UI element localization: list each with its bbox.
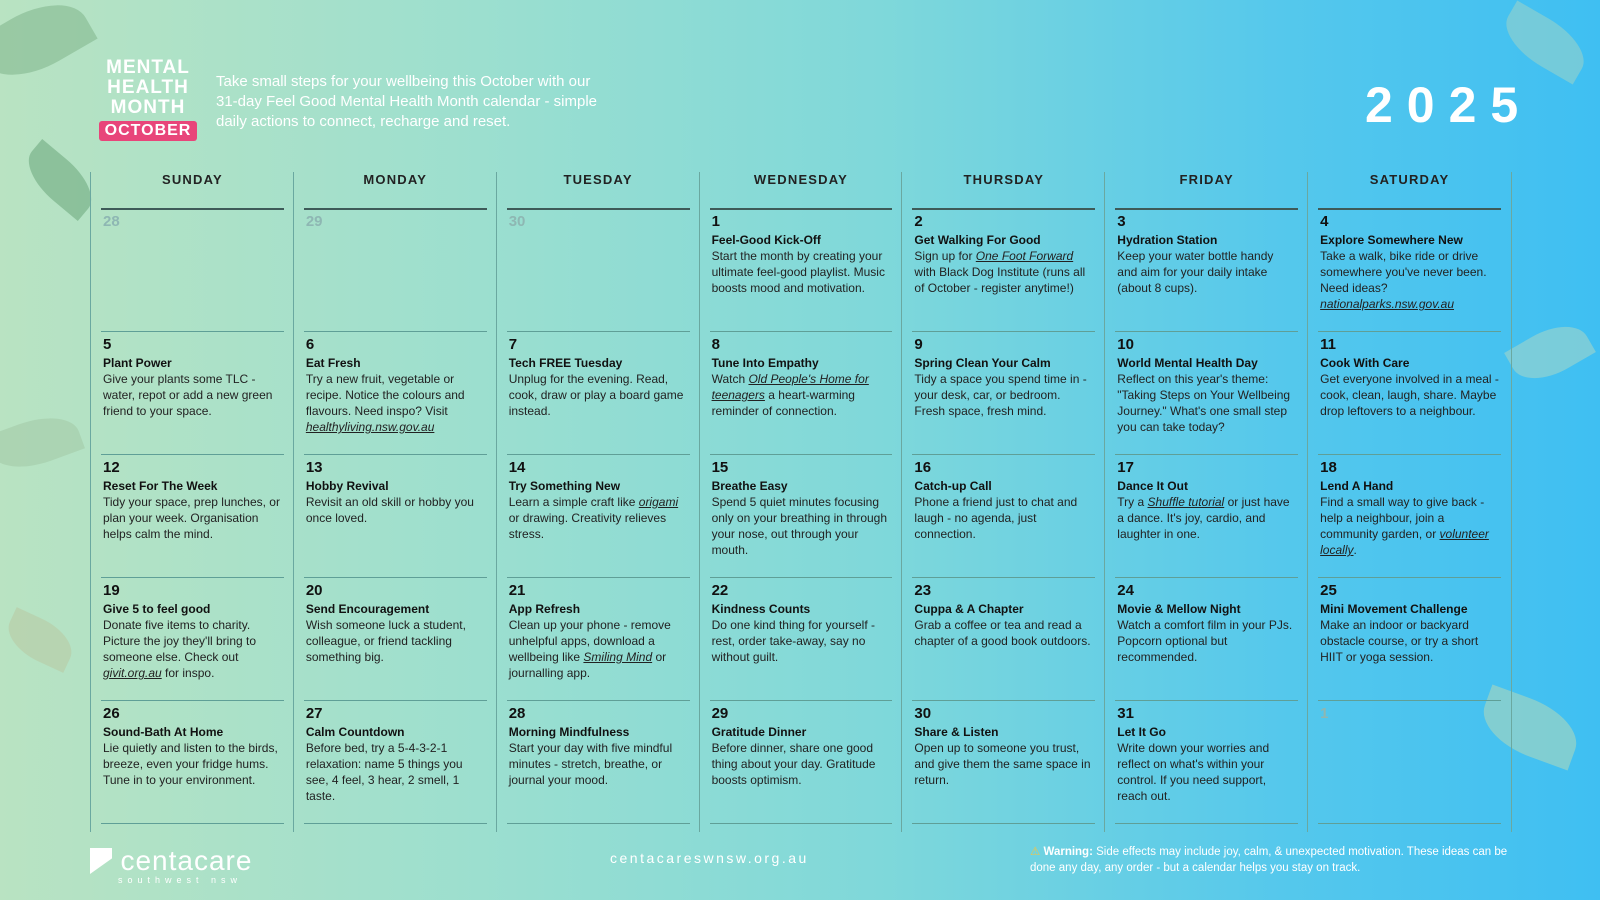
calendar-day-cell	[1318, 209, 1501, 332]
centacare-logo	[90, 845, 253, 885]
activity-link[interactable]: Shuffle tutorial	[1147, 495, 1225, 509]
calendar-day-cell	[507, 701, 690, 824]
activity-title: Tune Into Empathy	[711, 356, 819, 370]
calendar-day-cell	[304, 701, 487, 824]
day-header: SUNDAY	[101, 172, 284, 210]
activity-title: Sound-Bath At Home	[103, 725, 224, 739]
activity-title: Kindness Counts	[711, 602, 811, 616]
calendar-day-cell	[912, 209, 1095, 332]
activity-description: Learn a simple craft like origami or drawing. Creativity relieves stress.	[508, 495, 679, 541]
activity-description: Watch Old People's Home for teenagers a heart-warming reminder of connection.	[711, 372, 869, 418]
calendar-day-cell	[912, 332, 1095, 455]
logo-line: HEALTH	[107, 77, 189, 98]
calendar-day-cell	[304, 332, 487, 455]
day-number: 1	[711, 213, 720, 230]
day-number: 22	[711, 582, 729, 599]
calendar-day-cell	[101, 455, 284, 578]
day-header: THURSDAY	[912, 172, 1095, 210]
day-number: 20	[305, 582, 323, 599]
activity-description: Reflect on this year's theme: "Taking Steps on Your Wellbeing Journey." What's one small step you can take today?	[1117, 372, 1291, 434]
day-header: MONDAY	[304, 172, 487, 210]
logo-line: MENTAL	[106, 57, 190, 78]
brand-subtitle: southwest nsw	[118, 875, 243, 885]
warning-text: Side effects may include joy, calm, & unexpected motivation. These ideas can be done any day, any order - but a calendar helps you stay on track.	[1030, 846, 1508, 874]
leaf-decoration	[0, 406, 85, 479]
activity-title: Spring Clean Your Calm	[914, 356, 1051, 370]
activity-title: Catch-up Call	[914, 479, 992, 493]
calendar-day-cell	[507, 332, 690, 455]
calendar-day-cell	[304, 455, 487, 578]
calendar-day-cell	[1318, 701, 1501, 824]
activity-title: Mini Movement Challenge	[1320, 602, 1468, 616]
day-header: FRIDAY	[1115, 172, 1298, 210]
calendar-day-cell	[710, 578, 893, 701]
day-number: 29	[711, 705, 729, 722]
activity-title: Get Walking For Good	[914, 233, 1041, 247]
activity-link[interactable]: volunteer locally	[1320, 527, 1489, 557]
day-column	[901, 172, 1105, 832]
day-number: 27	[305, 705, 323, 722]
day-column	[496, 172, 700, 832]
activity-title: Let It Go	[1117, 725, 1166, 739]
activity-description: Revisit an old skill or hobby you once loved.	[305, 495, 474, 525]
leaf-decoration	[1495, 1, 1595, 85]
day-number: 24	[1117, 582, 1134, 599]
activity-link[interactable]: origami	[638, 495, 679, 509]
calendar-day-cell	[710, 455, 893, 578]
day-column	[1307, 172, 1512, 832]
activity-description: Tidy your space, prep lunches, or plan your week. Organisation helps calm the mind.	[103, 495, 280, 541]
day-column	[1104, 172, 1308, 832]
day-number: 18	[1320, 459, 1337, 476]
day-column	[699, 172, 903, 832]
day-number: 30	[508, 213, 526, 230]
warning-icon: ⚠	[1030, 846, 1041, 858]
day-number: 29	[305, 213, 323, 230]
day-number: 31	[1117, 705, 1134, 722]
day-number: 6	[305, 336, 315, 353]
day-number: 21	[508, 582, 526, 599]
leaf-decoration	[1504, 313, 1596, 392]
activity-description: Get everyone involved in a meal - cook, clean, laugh, share. Maybe drop leftovers to a neighbour.	[1320, 372, 1499, 418]
calendar-day-cell	[101, 332, 284, 455]
day-header: TUESDAY	[507, 172, 690, 210]
day-number: 1	[1320, 705, 1329, 722]
day-header: WEDNESDAY	[710, 172, 893, 210]
activity-description: Open up to someone you trust, and give them the same space in return.	[914, 741, 1091, 787]
activity-title: Lend A Hand	[1320, 479, 1394, 493]
activity-title: Explore Somewhere New	[1320, 233, 1463, 247]
activity-title: Send Encouragement	[305, 602, 430, 616]
activity-title: Tech FREE Tuesday	[508, 356, 623, 370]
activity-title: Cook With Care	[1320, 356, 1410, 370]
day-number: 12	[103, 459, 120, 476]
calendar-day-cell	[507, 455, 690, 578]
day-number: 17	[1117, 459, 1134, 476]
calendar-day-cell	[304, 209, 487, 332]
activity-description: Wish someone luck a student, colleague, or friend tackling something big.	[305, 618, 466, 664]
activity-title: World Mental Health Day	[1117, 356, 1258, 370]
activity-title: Breathe Easy	[711, 479, 788, 493]
activity-description: Make an indoor or backyard obstacle course, or try a short HIIT or yoga session.	[1320, 618, 1479, 664]
activity-description: Tidy a space you spend time in - your desk, car, or bedroom. Fresh space, fresh mind.	[914, 372, 1087, 418]
website-link[interactable]: centacareswnsw.org.au	[610, 850, 809, 866]
activity-description: Watch a comfort film in your PJs. Popcorn optional but recommended.	[1117, 618, 1293, 664]
day-number: 28	[508, 705, 526, 722]
year-title: 2025	[1365, 77, 1533, 133]
calendar-day-cell	[1115, 578, 1298, 701]
activity-description: Spend 5 quiet minutes focusing only on your breathing in through your nose, out through your mouth.	[711, 495, 888, 557]
calendar-day-cell	[710, 209, 893, 332]
day-number: 16	[914, 459, 932, 476]
activity-link[interactable]: Smiling Mind	[583, 650, 653, 664]
activity-link[interactable]: One Foot Forward	[975, 249, 1074, 263]
day-number: 8	[711, 336, 720, 353]
activity-title: Try Something New	[508, 479, 621, 493]
activity-title: Gratitude Dinner	[711, 725, 807, 739]
mental-health-month-logo	[90, 58, 206, 141]
day-number: 2	[914, 213, 923, 230]
activity-title: Eat Fresh	[305, 356, 361, 370]
calendar-day-cell	[1318, 332, 1501, 455]
calendar-day-cell	[1318, 455, 1501, 578]
day-number: 28	[103, 213, 120, 230]
warning-label: Warning:	[1043, 846, 1093, 858]
day-number: 23	[914, 582, 932, 599]
activity-link[interactable]: givit.org.au	[103, 666, 162, 680]
day-number: 30	[914, 705, 932, 722]
activity-description: Start the month by creating your ultimate feel-good playlist. Music boosts mood and motivation.	[711, 249, 885, 295]
activity-title: Give 5 to feel good	[103, 602, 211, 616]
day-number: 13	[305, 459, 323, 476]
activity-title: Calm Countdown	[305, 725, 405, 739]
calendar-day-cell	[710, 701, 893, 824]
activity-description: Start your day with five mindful minutes - stretch, breathe, or journal your mood.	[508, 741, 673, 787]
leaf-decoration	[0, 0, 98, 93]
brand-name: centacare	[120, 845, 253, 876]
calendar-day-cell	[912, 455, 1095, 578]
day-number: 11	[1320, 336, 1336, 353]
activity-title: Feel-Good Kick-Off	[711, 233, 821, 247]
activity-description: Find a small way to give back - help a neighbour, join a community garden, or volunteer locally.	[1320, 495, 1489, 557]
activity-title: App Refresh	[508, 602, 581, 616]
activity-description: Donate five items to charity. Picture the joy they'll bring to someone else. Check out givit.org.au for inspo.	[103, 618, 257, 680]
day-header: SATURDAY	[1318, 172, 1501, 210]
calendar-day-cell	[710, 332, 893, 455]
calendar-day-cell	[1115, 209, 1298, 332]
leaf-decoration	[0, 607, 80, 673]
activity-description: Try a new fruit, vegetable or recipe. Notice the colours and flavours. Need inspo? Visit healthyliving.nsw.gov.au	[305, 372, 465, 434]
activity-title: Share & Listen	[914, 725, 999, 739]
calendar-day-cell	[101, 701, 284, 824]
activity-title: Hydration Station	[1117, 233, 1218, 247]
calendar-day-cell	[912, 578, 1095, 701]
activity-title: Dance It Out	[1117, 479, 1188, 493]
activity-description: Sign up for One Foot Forward with Black Dog Institute (runs all of October - register anytime!)	[914, 249, 1086, 295]
activity-description: Take a walk, bike ride or drive somewhere you've never been. Need ideas? nationalparks.nsw.gov.au	[1320, 249, 1487, 311]
calendar-day-cell	[1115, 455, 1298, 578]
day-number: 4	[1320, 213, 1329, 230]
calendar-day-cell	[304, 578, 487, 701]
calendar-day-cell	[1318, 578, 1501, 701]
calendar-day-cell	[507, 209, 690, 332]
calendar-day-cell	[912, 701, 1095, 824]
activity-title: Plant Power	[103, 356, 172, 370]
activity-title: Movie & Mellow Night	[1117, 602, 1241, 616]
calendar-day-cell	[507, 578, 690, 701]
day-number: 26	[103, 705, 120, 722]
day-number: 25	[1320, 582, 1337, 599]
activity-title: Morning Mindfulness	[508, 725, 630, 739]
activity-description: Clean up your phone - remove unhelpful apps, download a wellbeing like Smiling Mind or journalling app.	[508, 618, 671, 680]
warning-note	[1030, 844, 1515, 876]
calendar-day-cell	[1115, 701, 1298, 824]
day-number: 9	[914, 336, 923, 353]
calendar-day-cell	[1115, 332, 1298, 455]
activity-description: Phone a friend just to chat and laugh - no agenda, just connection.	[914, 495, 1078, 541]
activity-title: Reset For The Week	[103, 479, 218, 493]
activity-description: Keep your water bottle handy and aim for your daily intake (about 8 cups).	[1117, 249, 1274, 295]
day-number: 5	[103, 336, 112, 353]
day-number: 7	[508, 336, 518, 353]
activity-description: Try a Shuffle tutorial or just have a dance. It's joy, cardio, and laughter in one.	[1117, 495, 1290, 541]
activity-description: Write down your worries and reflect on what's within your control. If you need support, reach out.	[1117, 741, 1270, 803]
activity-description: Before dinner, share one good thing about your day. Gratitude boosts optimism.	[711, 741, 876, 787]
logo-line: MONTH	[110, 97, 186, 118]
intro-text: Take small steps for your wellbeing this October with our 31-day Feel Good Mental Health Month calendar - simple daily actions to connect, recharge and reset.	[216, 73, 598, 130]
activity-link[interactable]: nationalparks.nsw.gov.au	[1320, 297, 1455, 311]
calendar-grid	[90, 172, 1510, 832]
day-column	[90, 172, 294, 832]
day-number: 19	[103, 582, 120, 599]
activity-description: Lie quietly and listen to the birds, breeze, even your fridge hums. Tune in to your environment.	[103, 741, 278, 787]
day-number: 15	[711, 459, 729, 476]
activity-description: Before bed, try a 5-4-3-2-1 relaxation: name 5 things you see, 4 feel, 3 hear, 2 smell, 1 taste.	[305, 741, 463, 803]
day-number: 14	[508, 459, 526, 476]
calendar-day-cell	[101, 209, 284, 332]
activity-description: Give your plants some TLC - water, repot or add a new green friend to your space.	[103, 372, 273, 418]
activity-description: Grab a coffee or tea and read a chapter of a good book outdoors.	[914, 618, 1091, 648]
day-number: 10	[1117, 336, 1134, 353]
centacare-mark-icon	[90, 848, 112, 874]
activity-title: Hobby Revival	[305, 479, 389, 493]
logo-october-badge: OCTOBER	[99, 121, 198, 141]
activity-description: Do one kind thing for yourself - rest, order take-away, say no without guilt.	[711, 618, 875, 664]
day-column	[293, 172, 497, 832]
day-number: 3	[1117, 213, 1126, 230]
activity-link[interactable]: healthyliving.nsw.gov.au	[305, 420, 435, 434]
activity-description: Unplug for the evening. Read, cook, draw or play a board game instead.	[508, 372, 684, 418]
calendar-day-cell	[101, 578, 284, 701]
activity-title: Cuppa & A Chapter	[914, 602, 1024, 616]
activity-link[interactable]: Old People's Home for teenagers	[711, 372, 869, 402]
